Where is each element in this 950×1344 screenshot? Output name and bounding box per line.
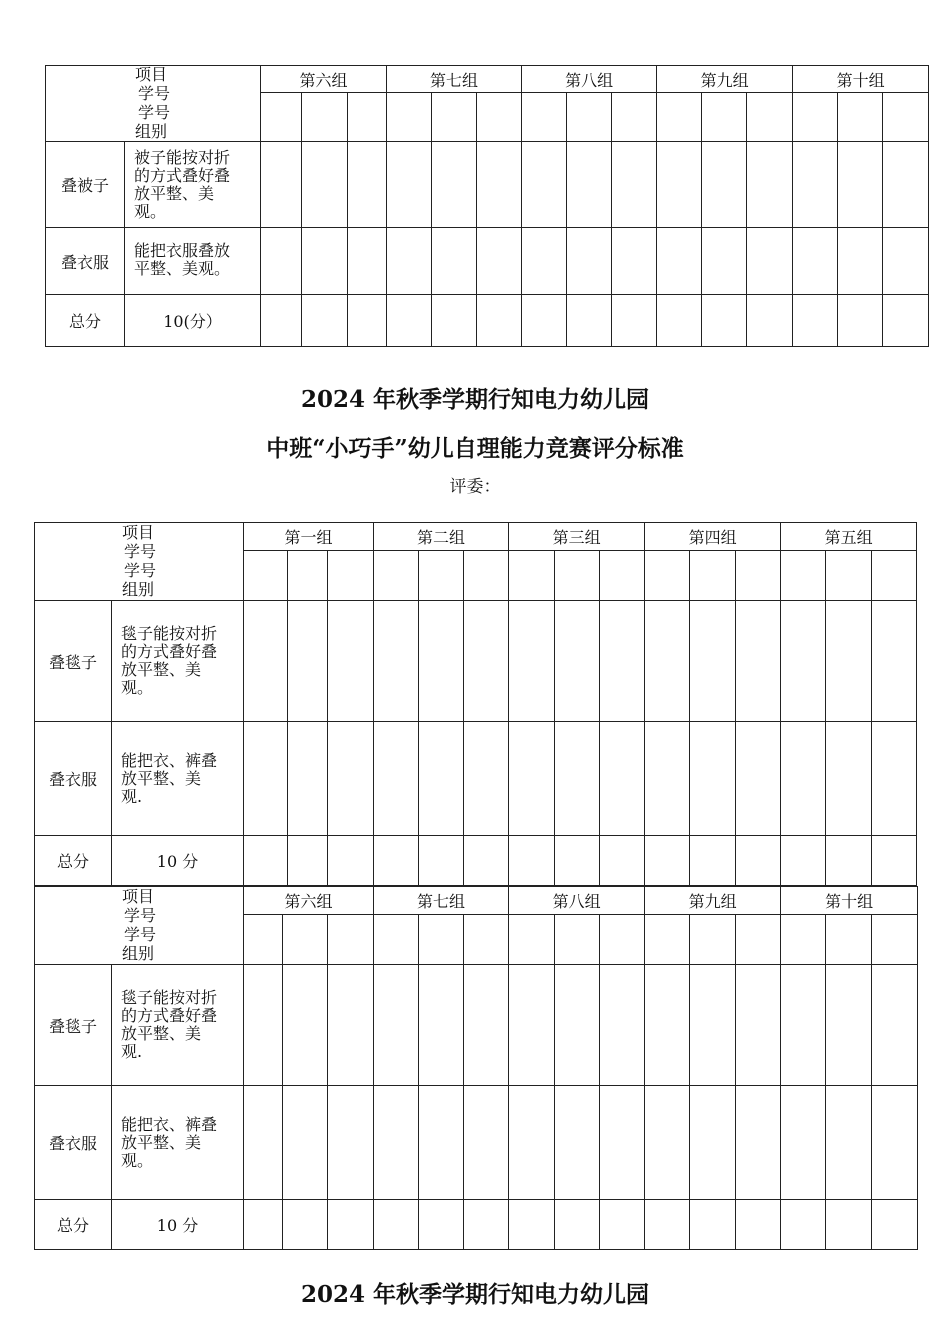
group-header: 第七组 [387, 66, 522, 93]
score-table-groups-6-10-bottom [34, 886, 918, 1250]
group-header: 第七组 [374, 887, 509, 915]
header-label-item: 项目 [135, 65, 168, 84]
criteria-text: 毯子能按对折 的方式叠好叠 放平整、美 观. [112, 965, 244, 1086]
criteria-text: 被子能按对折 的方式叠好叠 放平整、美 观。 [125, 142, 261, 228]
total-value: 10 分 [112, 836, 244, 886]
total-label: 总分 [35, 836, 112, 886]
group-header: 第六组 [261, 66, 387, 93]
table-row-total [35, 836, 917, 886]
group-header: 第十组 [793, 66, 929, 93]
criteria-text: 毯子能按对折 的方式叠好叠 放平整、美 观。 [112, 601, 244, 722]
total-value: 10 分 [112, 1200, 244, 1250]
total-label: 总分 [46, 295, 125, 347]
item-name: 叠被子 [46, 142, 125, 228]
header-label-student-no: 学号 [124, 542, 157, 561]
table-row [35, 1086, 918, 1200]
item-name: 叠衣服 [35, 722, 112, 836]
table-row [46, 228, 929, 295]
group-header: 第九组 [657, 66, 793, 93]
header-label-group: 组别 [135, 122, 168, 141]
group-header: 第一组 [244, 523, 374, 551]
header-label-student-no: 学号 [124, 925, 157, 944]
header-diagonal-cell [46, 66, 261, 142]
group-header: 第八组 [522, 66, 657, 93]
header-label-student-no: 学号 [124, 561, 157, 580]
criteria-text: 能把衣服叠放 平整、美观。 [125, 228, 261, 295]
section-title: 2024 年秋季学期行知电力幼儿园 [300, 1281, 650, 1308]
total-value: 10(分） [125, 295, 261, 347]
table-row-total [35, 1200, 918, 1250]
table-row-total [46, 295, 929, 347]
criteria-text: 能把衣、裤叠 放平整、美 观. [112, 722, 244, 836]
group-header: 第八组 [509, 887, 645, 915]
item-name: 叠衣服 [46, 228, 125, 295]
table-row [46, 142, 929, 228]
table-row [35, 965, 918, 1086]
total-label: 总分 [35, 1200, 112, 1250]
score-table-groups-6-10-top [45, 65, 929, 347]
score-table-groups-1-5 [34, 522, 917, 886]
header-label-student-no: 学号 [138, 103, 171, 122]
judge-label: 评委： [449, 477, 501, 497]
item-name: 叠毯子 [35, 601, 112, 722]
criteria-text: 能把衣、裤叠 放平整、美 观。 [112, 1086, 244, 1200]
table-row [35, 722, 917, 836]
section-title: 2024 年秋季学期行知电力幼儿园 [300, 386, 650, 413]
header-label-group: 组别 [122, 580, 155, 599]
section-subtitle: 中班“小巧手”幼儿自理能力竞赛评分标准 [266, 435, 684, 462]
header-label-student-no: 学号 [138, 84, 171, 103]
group-header: 第五组 [781, 523, 917, 551]
table-row [35, 601, 917, 722]
group-header: 第十组 [781, 887, 918, 915]
group-header: 第三组 [509, 523, 645, 551]
group-header: 第九组 [645, 887, 781, 915]
header-label-item: 项目 [122, 523, 155, 542]
item-name: 叠衣服 [35, 1086, 112, 1200]
group-header: 第四组 [645, 523, 781, 551]
header-label-group: 组别 [122, 944, 155, 963]
header-diagonal-cell [35, 887, 244, 965]
header-label-item: 项目 [122, 887, 155, 906]
item-name: 叠毯子 [35, 965, 112, 1086]
group-header: 第六组 [244, 887, 374, 915]
group-header: 第二组 [374, 523, 509, 551]
header-label-student-no: 学号 [124, 906, 157, 925]
header-diagonal-cell [35, 523, 244, 601]
